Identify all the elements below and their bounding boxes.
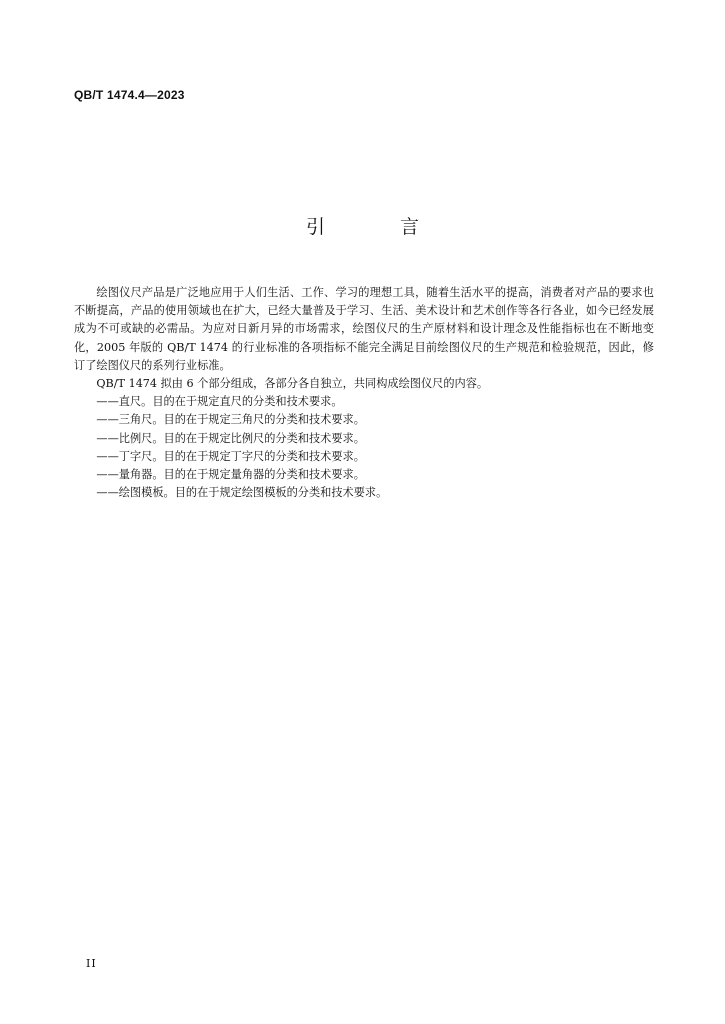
document-body [74, 284, 654, 502]
part-item-protractor: ——量角器。目的在于规定量角器的分类和技术要求。 [96, 468, 365, 482]
part-item-t-square: ——丁字尺。目的在于规定丁字尺的分类和技术要求。 [96, 449, 365, 463]
part-item-ruler: ——直尺。目的在于规定直尺的分类和技术要求。 [96, 395, 343, 409]
intro-paragraph: 绘图仪尺产品是广泛地应用于人们生活、工作、学习的理想工具，随着生活水平的提高，消费者对产品的要求也不断提高，产品的使用领域也在扩大，已经大量普及于学习、生活、美术设计和艺术创作等各行各业，如今已经发展成为不可或缺的必需品。为应对日新月异的市场需求，绘图仪尺的生产原材料和设计理念及性能指标也在不断地变化，2005 年版的 QB/T 1474 的行业标准的各项指标不能完全满足目前绘图仪尺的生产规范和检验规范，因此，修订了绘图仪尺的系列行业标准。 [74, 286, 654, 372]
part-item-triangle: ——三角尺。目的在于规定三角尺的分类和技术要求。 [96, 413, 365, 427]
part-item-template: ——绘图模板。目的在于规定绘图模板的分类和技术要求。 [96, 486, 388, 500]
page-number: II [86, 957, 97, 970]
page-title: 引 言 [305, 216, 447, 238]
standard-code: QB/T 1474.4—2023 [74, 88, 185, 102]
part-item-scale: ——比例尺。目的在于规定比例尺的分类和技术要求。 [96, 431, 365, 445]
structure-paragraph: QB/T 1474 拟由 6 个部分组成，各部分各自独立，共同构成绘图仪尺的内容。 [96, 377, 489, 391]
